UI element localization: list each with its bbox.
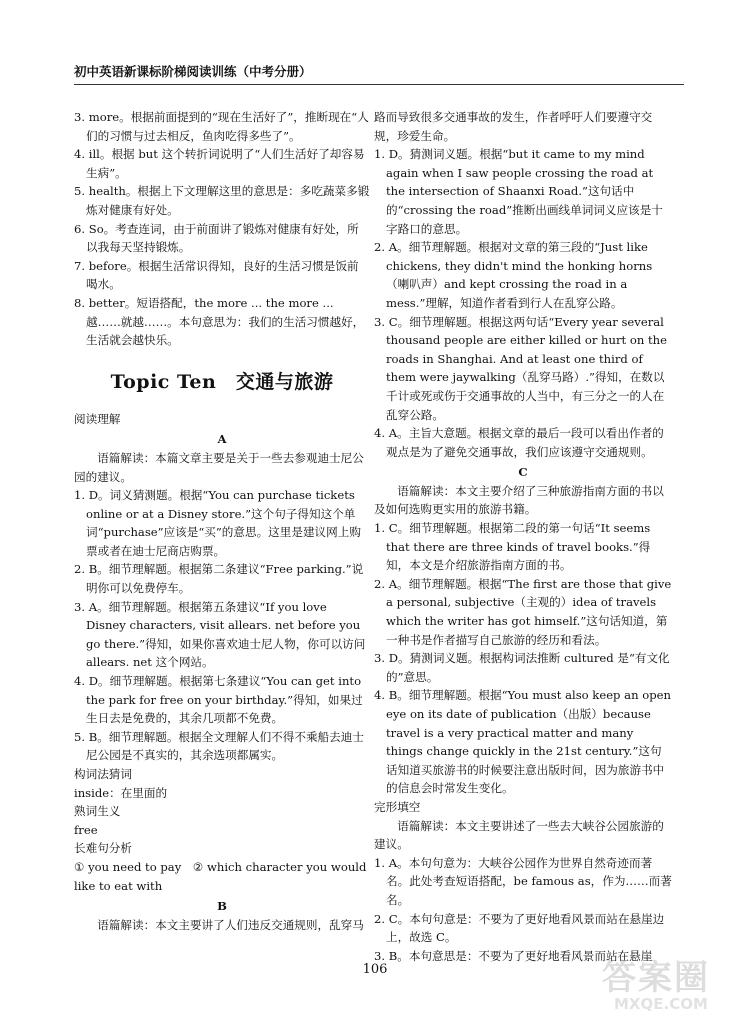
- sentence-heading: 长难句分析: [74, 841, 132, 856]
- answer-item: 4. D。细节理解题。根据第七条建议“You can get into the park for free on your birthday.”得知，如果过生日去是免费的，其余几项都不免费。: [74, 674, 363, 726]
- answer-item: 3. A。细节理解题。根据第五条建议“If you love Disney characters, visit allears. net before you go there.”得知，如果你喜欢迪士尼人物，你可以访问 allears. net 这个网站。: [74, 599, 366, 670]
- answer-item: 1. D。词义猜测题。根据“You can purchase tickets online or at a Disney store.”这个句子得知这个单词“purchase”应该是“买”的意思。这里是建议网上购票或者在迪士尼商店购票。: [74, 488, 361, 558]
- answer-item: 4. A。主旨大意题。根据文章的最后一段可以看出作者的观点是为了避免交通事故，我们应该遵守交通规则。: [374, 426, 664, 459]
- passage-label: B: [217, 899, 227, 914]
- familiar-heading: 熟词生义: [74, 804, 121, 819]
- passage-summary: 语篇解读：本篇文章主要是关于一些去参观迪士尼公园的建议。: [74, 450, 364, 484]
- answer-item: 3. C。细节理解题。根据这两句话“Every year several thousand people are either killed or hurt on the roads in Shanghai. And at least one third of them were jaywalking（乱穿马路）.”得知，在数以千计或死或伤于交通事故的人当中，有三分之一的人在乱穿公路。: [374, 314, 667, 422]
- passage-label: C: [518, 465, 528, 480]
- answer-item: 2. B。细节理解题。根据第二条建议“Free parking.”说明你可以免费停车。: [74, 562, 364, 596]
- vocab-heading: 构词法猜词: [74, 767, 132, 781]
- answer-item: 2. A。细节理解题。根据“The first are those that give a personal, subjective（主观的）idea of travels which the writer has got himself.”这句话知道，第一种书是作者描写自己旅游的经历和看法。: [374, 576, 672, 647]
- section-heading: 完形填空: [374, 799, 421, 814]
- right-column: [374, 108, 672, 965]
- answer-item: 8. better。短语搭配，the more ... the more ... 越……就越……。本句意思为：我们的生活习惯越好，生活就会越快乐。: [74, 295, 365, 348]
- answer-item: 7. before。根据生活常识得知，良好的生活习惯是饭前喝水。: [74, 258, 359, 292]
- passage-label: A: [217, 432, 227, 447]
- page-number: 106: [362, 962, 388, 977]
- answer-item: 1. C。细节理解题。根据第二段的第一句话“It seems that there are three kinds of travel books.”得知，本文是介绍旅游指南方面的书。: [374, 521, 651, 573]
- answer-item: 5. health。根据上下文理解这里的意思是：多吃蔬菜多锻炼对健康有好处。: [74, 184, 370, 217]
- answer-item: 1. A。本句句意为：大峡谷公园作为世界自然奇迹而著名。此处考查短语搭配，be famous as，作为……而著名。: [374, 855, 672, 907]
- answer-item: 2. A。细节理解题。根据对文章的第三段的“Just like chickens, they didn't mind the honking horns（喇叭声）and kept crossing the road in a mess.”理解，知道作者看到行人在乱穿公路。: [374, 240, 653, 310]
- answer-item: 3. B。本句意思是：不要为了更好地看风景而站在悬崖: [374, 948, 653, 963]
- answer-item: 3. more。根据前面提到的“现在生活好了”，推断现在“人们的习惯与过去相反，鱼肉吃得多些了”。: [74, 110, 369, 143]
- answer-item: 2. C。本句句意是：不要为了更好地看风景而站在悬崖边上，故选 C。: [374, 911, 665, 945]
- answer-item: 5. B。细节理解题。根据全文理解人们不得不乘船去迪士尼公园是不真实的，其余选项都属实。: [74, 729, 364, 763]
- answer-item: 4. ill。根据 but 这个转折词说明了“人们生活好了却容易生病”。: [74, 147, 365, 180]
- passage-summary: 语篇解读：本文主要介绍了三种旅游指南方面的书以及如何选购更实用的旅游书籍。: [374, 483, 664, 517]
- topic-title: Topic Ten 交通与旅游: [110, 370, 334, 393]
- answer-item: 6. So。考查连词，由于前面讲了锻炼对健康有好处，所以我每天坚持锻炼。: [74, 221, 359, 255]
- answer-item: 3. D。猜测词义题。根据构词法推断 cultured 是“有文化的”意思。: [374, 651, 670, 684]
- watermark-sub: MXQE.COM: [614, 995, 708, 1013]
- left-column: [74, 108, 370, 934]
- passage-summary: 语篇解读：本文主要讲述了一些去大峡谷公园旅游的建议。: [374, 818, 664, 852]
- header-rule: [74, 84, 684, 85]
- passage-summary: 语篇解读：本文主要讲了人们违反交通规则，乱穿马: [97, 917, 364, 932]
- passage-summary-continued: 路而导致很多交通事故的发生，作者呼吁人们要遵守交规，珍爱生命。: [374, 110, 653, 143]
- familiar-value: free: [74, 822, 98, 837]
- running-header: 初中英语新课标阶梯阅读训练（中考分册）: [74, 64, 312, 79]
- vocab-value: inside：在里面的: [74, 785, 168, 800]
- sentence-value: ① you need to pay ② which character you would like to eat with: [74, 859, 367, 893]
- watermark-main: 答案圈: [602, 958, 710, 998]
- section-heading: 阅读理解: [74, 411, 121, 426]
- answer-item: 1. D。猜测词义题。根据“but it came to my mind again when I saw people crossing the road at the intersection of Shaanxi Road.”这句话中的“crossing the road”推断出画线单词词义应该是十字路口的意思。: [374, 147, 663, 236]
- answer-item: 4. B。细节理解题。根据“You must also keep an open eye on its date of publication（出版）because travel is a very practical matter and many things change quickly in the 21st century.”这句话知道买旅游书的时候要注意出版时间，因为旅游书中的信息会时常发生变化。: [374, 688, 671, 796]
- watermark-logo: [598, 955, 738, 1015]
